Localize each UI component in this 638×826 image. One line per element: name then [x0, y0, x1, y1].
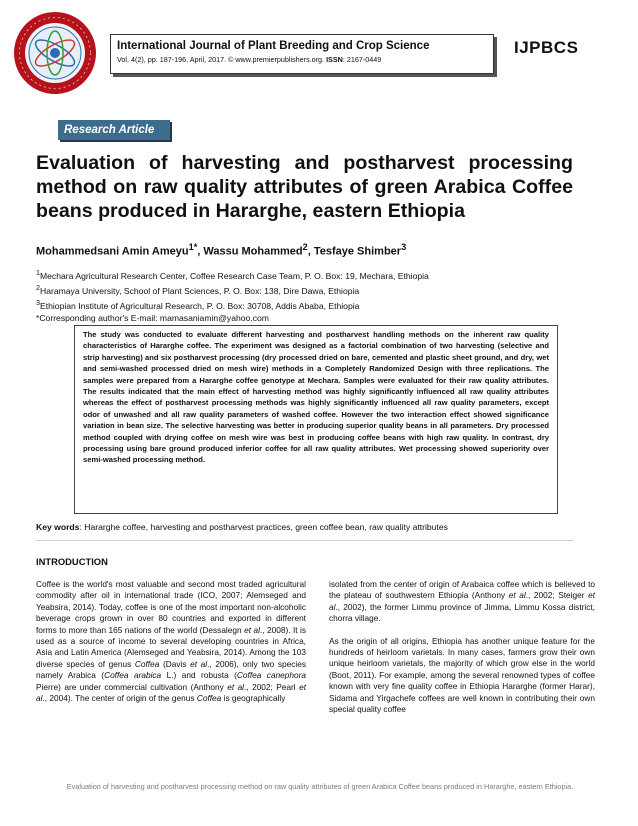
affiliation-line: $^3$Ethiopian Institute of Agricultural Research, P. O. Box: 30708, Addis Ababa, Ethiopia	[36, 298, 360, 311]
journal-header	[110, 34, 494, 74]
author-separator: ,	[197, 245, 204, 258]
issn-value: : 2167-0449	[342, 55, 382, 64]
corresponding-author: *Corresponding author's E-mail: mamasaniamin@yahoo.com	[36, 312, 269, 323]
author-name: Wassu Mohammed	[203, 245, 303, 258]
body-column-right	[329, 579, 595, 715]
journal-abbreviation: IJPBCS	[514, 38, 579, 57]
author-affiliation-mark: 3	[401, 242, 407, 252]
issn-label: ISSN	[326, 55, 343, 64]
keywords-text: : Hararghe coffee, harvesting and postharvest practices, green coffee bean, raw quality attributes	[79, 522, 448, 532]
author-affiliation-mark: 1*	[188, 242, 198, 252]
author-list	[36, 242, 406, 258]
affiliations	[36, 267, 429, 324]
article-type-badge: Research Article	[58, 120, 170, 140]
keywords	[36, 522, 448, 532]
body-paragraph: As the origin of all origins, Ethiopia has another unique feature for the hundreds of heirloom varietals. In many cases, farmers grow their own unique heirloom varietals, the majority of which grow else in the world (Boot, 2011). For example, among the several renowned types of coffee known with very fine quality coffee in Ethiopia Hararghe (former Harar), Sidama and Yirgachefe coffees are well known in contributing their own special quality coffee	[329, 635, 595, 715]
abstract: The study was conducted to evaluate different harvesting and postharvest handling methods on the inherent raw quality characteristics of Hararghe coffee. The experiment was designed as a factorial combination of two harvesting (selective and strip harvesting) and six postharvest processing (dry processed dried on bare, cemented and plastic sheet ground, and dry, wet and semi-washed processed dried on mesh wire) methods in a Completely Randomized Design with three replications. The samples were prepared from a Hararghe coffee genotype at Mechara. Samples were evaluated for their raw quality attributes. The results indicated that the main effect of harvesting method was highly significantly influenced all raw quality attributes whereas the effect of postharvest processing methods was highly significantly influenced all raw quality parameters, except odor of unwashed and all raw quality parameters of washed coffee. However the two interaction effect showed significance variation in bean size. The selective harvesting was better in producing superior quality beans in all parameters. Dry processed method coupled with drying coffee on mesh wire was best in producing coffee beans with high raw quality. In contrast, dry processing using bare ground produced inferior coffee for all raw quality attributes. Wet processing showed superiority over semi-washed processing method.	[74, 325, 558, 514]
body-paragraph: isolated from the center of origin of Arabaica coffee which is believed to the plateau of southwestern Ethiopia (Anthony et al., 2002; Steiger et al., 2002), the former Limmu province of Jimma, Limmu Kossa district, chorra village.	[329, 579, 596, 624]
affiliation-line: $^2$Haramaya University, School of Plant Sciences, P. O. Box: 138, Dire Dawa, Ethiopia	[36, 283, 360, 296]
author-name: Mohammedsani Amin Ameyu	[36, 245, 189, 258]
page-footer: Evaluation of harvesting and postharvest processing method on raw quality attributes of green Arabica Coffee beans produced in Hararghe, eastern Ethiopia.	[66, 782, 574, 791]
journal-meta	[117, 53, 487, 67]
journal-volume-info: Vol. 4(2), pp. 187-196, April, 2017. © www.premierpublishers.org.	[117, 55, 325, 64]
keywords-label: Key words	[36, 522, 80, 532]
author-affiliation-mark: 2	[302, 242, 308, 252]
section-heading: INTRODUCTION	[36, 556, 108, 567]
affiliation-line: $^1$Mechara Agricultural Research Center, Coffee Research Case Team, P. O. Box: 19, Mechara, Ethiopia	[36, 269, 429, 281]
atom-globe-logo-icon	[12, 10, 98, 96]
author-separator: ,	[307, 245, 314, 258]
journal-name: International Journal of Plant Breeding and Crop Science	[117, 40, 430, 52]
author-name: Tesfaye Shimber	[313, 245, 402, 258]
article-title: Evaluation of harvesting and postharvest processing method on raw quality attributes of green Arabica Coffee beans produced in Hararghe, eastern Ethiopia	[36, 152, 573, 222]
body-paragraph: Coffee is the world's most valuable and second most traded agricultural commodity after oil in international trade (ICO, 2007; Alemseged and Yeabsira, 2014). Today, coffee is one of the most important non-alcoholic beverage crops grown in over 80 countries and exported in different forms to more than 165 nations of the world (Dessalegn et al., 2008). It is used as a source of income to several developing countries in Africa, Asia and Latin America (Alemseged and Yeabsira, 2014). Among the 103 diverse species of genus Coffea (Davis et al., 2006), only two species namely Arabica (Coffea arabica L.) and robusta (Coffea canephora Pierre) are under commercial cultivation (Anthony et al., 2002; Pearl et al., 2004). The center of origin of the genus Coffea is geographically	[36, 579, 307, 704]
body-column-left	[36, 579, 306, 704]
section-divider	[36, 540, 573, 541]
publisher-logo	[12, 10, 98, 96]
